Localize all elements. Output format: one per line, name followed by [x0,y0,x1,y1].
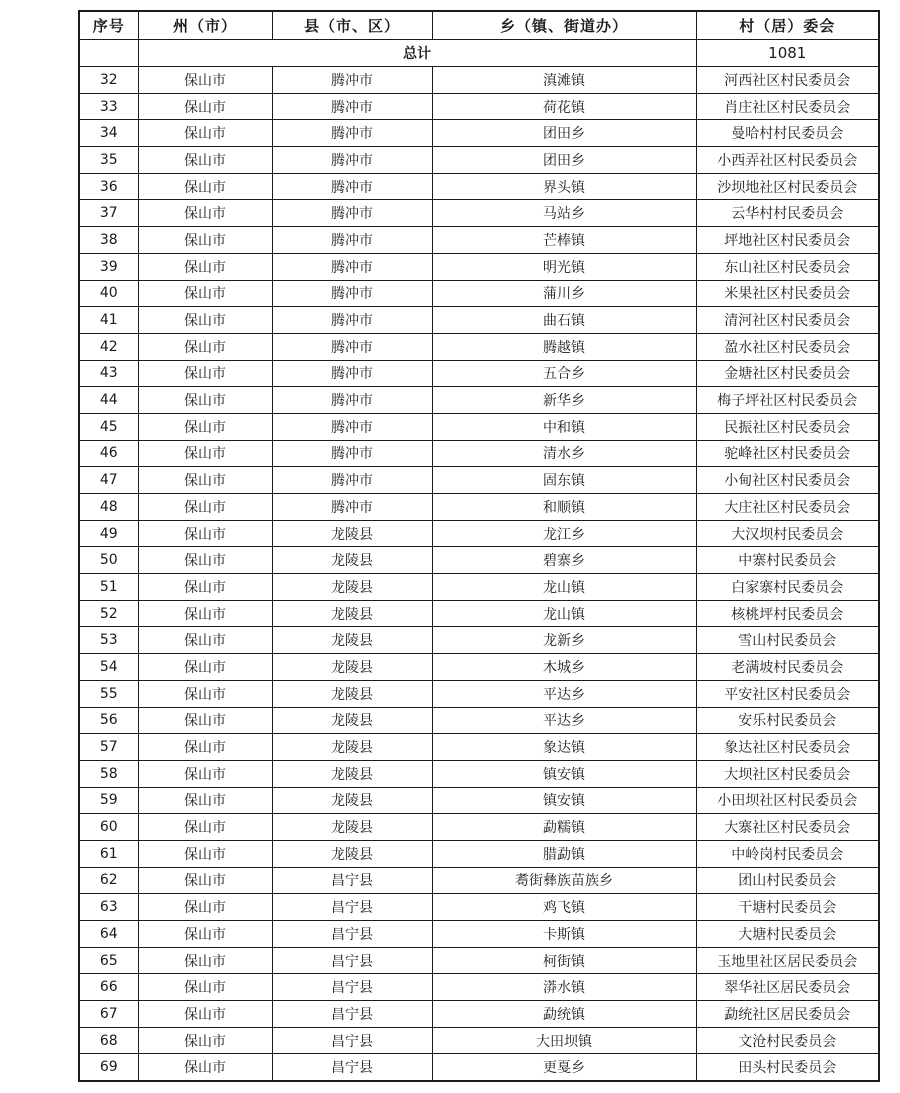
header-no: 序号 [79,11,138,40]
row-township: 清水乡 [432,440,696,467]
row-no: 37 [79,200,138,227]
total-value: 1081 [696,40,879,67]
row-village: 大塘村民委员会 [696,921,879,948]
row-no: 67 [79,1001,138,1028]
row-prefecture: 保山市 [138,840,272,867]
row-village: 翠华社区居民委员会 [696,974,879,1001]
row-county: 腾冲市 [272,173,432,200]
table-row [79,627,879,654]
row-no: 40 [79,280,138,307]
row-township: 蒲川乡 [432,280,696,307]
row-no: 44 [79,387,138,414]
row-prefecture: 保山市 [138,760,272,787]
row-no: 61 [79,840,138,867]
row-no: 56 [79,707,138,734]
row-village: 文沧村民委员会 [696,1027,879,1054]
row-no: 43 [79,360,138,387]
row-prefecture: 保山市 [138,333,272,360]
table-row [79,1054,879,1081]
row-village: 大坝社区村民委员会 [696,760,879,787]
row-village: 盈水社区村民委员会 [696,333,879,360]
row-township: 龙新乡 [432,627,696,654]
row-no: 68 [79,1027,138,1054]
row-no: 33 [79,93,138,120]
row-village: 安乐村民委员会 [696,707,879,734]
row-county: 龙陵县 [272,787,432,814]
row-prefecture: 保山市 [138,1001,272,1028]
row-prefecture: 保山市 [138,654,272,681]
row-county: 腾冲市 [272,440,432,467]
row-county: 昌宁县 [272,867,432,894]
row-township: 漭水镇 [432,974,696,1001]
row-township: 团田乡 [432,120,696,147]
row-no: 65 [79,947,138,974]
row-township: 芒棒镇 [432,227,696,254]
row-village: 东山社区村民委员会 [696,253,879,280]
table-row [79,494,879,521]
row-village: 核桃坪村民委员会 [696,600,879,627]
table-row [79,93,879,120]
row-village: 梅子坪社区村民委员会 [696,387,879,414]
table-row [79,147,879,174]
row-township: 耈街彝族苗族乡 [432,867,696,894]
row-village: 中寨村民委员会 [696,547,879,574]
row-no: 50 [79,547,138,574]
row-township: 马站乡 [432,200,696,227]
row-no: 46 [79,440,138,467]
row-village: 曼哈村村民委员会 [696,120,879,147]
row-county: 昌宁县 [272,1027,432,1054]
header-township: 乡（镇、街道办） [432,11,696,40]
row-township: 木城乡 [432,654,696,681]
row-township: 龙山镇 [432,574,696,601]
row-county: 腾冲市 [272,200,432,227]
row-prefecture: 保山市 [138,467,272,494]
row-township: 新华乡 [432,387,696,414]
row-township: 龙江乡 [432,520,696,547]
row-prefecture: 保山市 [138,227,272,254]
row-township: 勐糯镇 [432,814,696,841]
row-village: 大庄社区村民委员会 [696,494,879,521]
row-county: 龙陵县 [272,654,432,681]
row-no: 39 [79,253,138,280]
row-township: 象达镇 [432,734,696,761]
row-village: 勐统社区居民委员会 [696,1001,879,1028]
table-row [79,253,879,280]
table-row [79,467,879,494]
table-header [79,11,879,40]
row-no: 52 [79,600,138,627]
row-prefecture: 保山市 [138,867,272,894]
table-row [79,120,879,147]
table-row [79,520,879,547]
row-county: 腾冲市 [272,333,432,360]
row-prefecture: 保山市 [138,680,272,707]
table-row [79,680,879,707]
row-county: 腾冲市 [272,67,432,94]
row-township: 镇安镇 [432,760,696,787]
row-village: 大汉坝村民委员会 [696,520,879,547]
row-county: 腾冲市 [272,413,432,440]
table-row [79,307,879,334]
row-village: 金塘社区村民委员会 [696,360,879,387]
row-county: 昌宁县 [272,894,432,921]
row-prefecture: 保山市 [138,360,272,387]
table-body [79,40,879,1082]
row-county: 龙陵县 [272,547,432,574]
row-township: 和顺镇 [432,494,696,521]
row-county: 龙陵县 [272,627,432,654]
row-county: 腾冲市 [272,253,432,280]
row-prefecture: 保山市 [138,921,272,948]
row-county: 龙陵县 [272,520,432,547]
row-no: 63 [79,894,138,921]
row-prefecture: 保山市 [138,494,272,521]
row-prefecture: 保山市 [138,413,272,440]
table-row [79,787,879,814]
row-village: 驼峰社区村民委员会 [696,440,879,467]
row-village: 老满坡村民委员会 [696,654,879,681]
row-no: 47 [79,467,138,494]
row-no: 62 [79,867,138,894]
row-prefecture: 保山市 [138,147,272,174]
row-county: 腾冲市 [272,227,432,254]
row-county: 腾冲市 [272,147,432,174]
row-no: 58 [79,760,138,787]
row-no: 34 [79,120,138,147]
row-village: 小田坝社区村民委员会 [696,787,879,814]
row-no: 59 [79,787,138,814]
row-no: 49 [79,520,138,547]
header-village: 村（居）委会 [696,11,879,40]
row-county: 龙陵县 [272,840,432,867]
row-prefecture: 保山市 [138,200,272,227]
row-no: 60 [79,814,138,841]
row-county: 腾冲市 [272,360,432,387]
row-township: 勐统镇 [432,1001,696,1028]
row-village: 白家寨村民委员会 [696,574,879,601]
row-county: 昌宁县 [272,947,432,974]
row-prefecture: 保山市 [138,707,272,734]
row-village: 大寨社区村民委员会 [696,814,879,841]
row-village: 坪地社区村民委员会 [696,227,879,254]
row-no: 66 [79,974,138,1001]
row-township: 平达乡 [432,707,696,734]
table-row [79,440,879,467]
row-prefecture: 保山市 [138,93,272,120]
table-row [79,947,879,974]
row-village: 清河社区村民委员会 [696,307,879,334]
row-county: 龙陵县 [272,760,432,787]
row-village: 米果社区村民委员会 [696,280,879,307]
row-prefecture: 保山市 [138,547,272,574]
row-county: 腾冲市 [272,93,432,120]
row-village: 中岭岗村民委员会 [696,840,879,867]
row-prefecture: 保山市 [138,814,272,841]
row-no: 55 [79,680,138,707]
row-township: 镇安镇 [432,787,696,814]
row-county: 龙陵县 [272,707,432,734]
row-township: 界头镇 [432,173,696,200]
row-township: 卡斯镇 [432,921,696,948]
table-row [79,413,879,440]
row-township: 龙山镇 [432,600,696,627]
row-township: 曲石镇 [432,307,696,334]
header-prefecture: 州（市） [138,11,272,40]
row-prefecture: 保山市 [138,787,272,814]
table-row [79,173,879,200]
row-no: 38 [79,227,138,254]
table-row [79,600,879,627]
table-row [79,654,879,681]
table-row [79,574,879,601]
row-township: 五合乡 [432,360,696,387]
row-prefecture: 保山市 [138,627,272,654]
row-village: 干塘村民委员会 [696,894,879,921]
row-village: 民振社区村民委员会 [696,413,879,440]
row-county: 腾冲市 [272,467,432,494]
row-no: 51 [79,574,138,601]
table-row [79,760,879,787]
row-prefecture: 保山市 [138,1027,272,1054]
row-county: 腾冲市 [272,307,432,334]
row-no: 48 [79,494,138,521]
header-row [79,11,879,40]
table-row [79,547,879,574]
table-row [79,200,879,227]
row-prefecture: 保山市 [138,440,272,467]
header-county: 县（市、区） [272,11,432,40]
row-no: 57 [79,734,138,761]
row-prefecture: 保山市 [138,120,272,147]
row-no: 32 [79,67,138,94]
row-village: 小甸社区村民委员会 [696,467,879,494]
row-prefecture: 保山市 [138,520,272,547]
table-row [79,840,879,867]
table-row [79,867,879,894]
row-village: 河西社区村民委员会 [696,67,879,94]
row-township: 腊勐镇 [432,840,696,867]
row-prefecture: 保山市 [138,173,272,200]
row-prefecture: 保山市 [138,1054,272,1081]
row-village: 平安社区村民委员会 [696,680,879,707]
table-row [79,894,879,921]
row-no: 35 [79,147,138,174]
row-prefecture: 保山市 [138,734,272,761]
row-township: 平达乡 [432,680,696,707]
table-row [79,1001,879,1028]
row-prefecture: 保山市 [138,574,272,601]
row-township: 大田坝镇 [432,1027,696,1054]
row-county: 腾冲市 [272,120,432,147]
row-no: 45 [79,413,138,440]
row-township: 滇滩镇 [432,67,696,94]
row-prefecture: 保山市 [138,67,272,94]
row-county: 腾冲市 [272,387,432,414]
row-no: 42 [79,333,138,360]
row-prefecture: 保山市 [138,600,272,627]
row-county: 昌宁县 [272,1001,432,1028]
table-row [79,227,879,254]
row-county: 腾冲市 [272,494,432,521]
row-no: 64 [79,921,138,948]
row-village: 云华村村民委员会 [696,200,879,227]
row-no: 54 [79,654,138,681]
row-county: 龙陵县 [272,574,432,601]
row-township: 中和镇 [432,413,696,440]
row-township: 碧寨乡 [432,547,696,574]
row-county: 龙陵县 [272,734,432,761]
row-county: 龙陵县 [272,814,432,841]
row-township: 腾越镇 [432,333,696,360]
row-prefecture: 保山市 [138,974,272,1001]
row-no: 36 [79,173,138,200]
row-no: 53 [79,627,138,654]
row-prefecture: 保山市 [138,894,272,921]
total-empty-cell [79,40,138,67]
row-township: 固东镇 [432,467,696,494]
table-row [79,333,879,360]
table-row [79,67,879,94]
row-county: 昌宁县 [272,921,432,948]
row-village: 团山村民委员会 [696,867,879,894]
row-village: 沙坝地社区村民委员会 [696,173,879,200]
row-village: 肖庄社区村民委员会 [696,93,879,120]
row-prefecture: 保山市 [138,307,272,334]
table-row [79,921,879,948]
committee-roster-table [78,10,880,1082]
row-township: 明光镇 [432,253,696,280]
table-row [79,387,879,414]
row-township: 团田乡 [432,147,696,174]
total-label: 总计 [138,40,696,67]
row-county: 昌宁县 [272,974,432,1001]
row-township: 荷花镇 [432,93,696,120]
table-row [79,360,879,387]
table-row [79,734,879,761]
row-prefecture: 保山市 [138,947,272,974]
table-row [79,1027,879,1054]
row-village: 小西弄社区村民委员会 [696,147,879,174]
row-village: 象达社区村民委员会 [696,734,879,761]
row-county: 龙陵县 [272,680,432,707]
table-row [79,974,879,1001]
row-village: 玉地里社区居民委员会 [696,947,879,974]
row-no: 69 [79,1054,138,1081]
row-county: 龙陵县 [272,600,432,627]
row-prefecture: 保山市 [138,280,272,307]
row-prefecture: 保山市 [138,387,272,414]
row-village: 田头村民委员会 [696,1054,879,1081]
table-row [79,280,879,307]
row-township: 鸡飞镇 [432,894,696,921]
row-township: 更戛乡 [432,1054,696,1081]
table-row [79,814,879,841]
row-no: 41 [79,307,138,334]
row-prefecture: 保山市 [138,253,272,280]
table-row [79,707,879,734]
row-township: 柯街镇 [432,947,696,974]
row-county: 昌宁县 [272,1054,432,1081]
row-village: 雪山村民委员会 [696,627,879,654]
row-county: 腾冲市 [272,280,432,307]
total-row [79,40,879,67]
